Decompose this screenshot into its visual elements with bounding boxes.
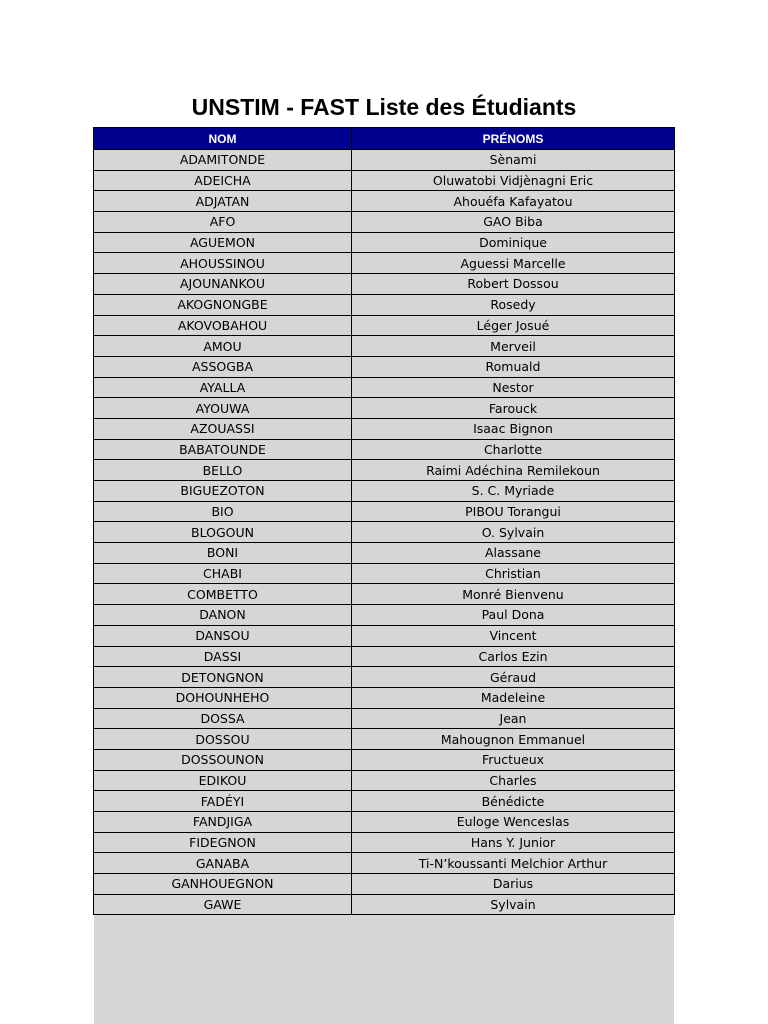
cell-prenoms: Nestor	[352, 377, 675, 398]
cell-nom: BLOGOUN	[94, 522, 352, 543]
table-row	[94, 481, 675, 502]
cell-nom: AGUEMON	[94, 232, 352, 253]
table-row	[94, 253, 675, 274]
table-row	[94, 212, 675, 233]
cell-nom: DANON	[94, 605, 352, 626]
cell-nom: FADÉYI	[94, 791, 352, 812]
table-row	[94, 749, 675, 770]
cell-nom: ADEICHA	[94, 170, 352, 191]
cell-nom: AJOUNANKOU	[94, 274, 352, 295]
table-row	[94, 832, 675, 853]
table-row	[94, 274, 675, 295]
table-row	[94, 315, 675, 336]
table-row	[94, 625, 675, 646]
table-row	[94, 191, 675, 212]
table-row	[94, 874, 675, 895]
cell-nom: ASSOGBA	[94, 356, 352, 377]
table-row	[94, 232, 675, 253]
cell-prenoms: Hans Y. Junior	[352, 832, 675, 853]
cell-prenoms: Aguessi Marcelle	[352, 253, 675, 274]
cell-nom: GAWE	[94, 894, 352, 915]
cell-nom: CHABI	[94, 563, 352, 584]
table-row	[94, 356, 675, 377]
cell-nom: AKOVOBAHOU	[94, 315, 352, 336]
cell-prenoms: Fructueux	[352, 749, 675, 770]
table-row	[94, 377, 675, 398]
cell-prenoms: GAO Biba	[352, 212, 675, 233]
cell-prenoms: Sylvain	[352, 894, 675, 915]
cell-prenoms: Bénédicte	[352, 791, 675, 812]
table-row	[94, 460, 675, 481]
cell-prenoms: Robert Dossou	[352, 274, 675, 295]
cell-prenoms: Ahouéfa Kafayatou	[352, 191, 675, 212]
table-body	[94, 150, 675, 915]
cell-prenoms: Sènami	[352, 150, 675, 171]
cell-nom: ADAMITONDE	[94, 150, 352, 171]
table-row	[94, 543, 675, 564]
cell-prenoms: Euloge Wenceslas	[352, 812, 675, 833]
cell-prenoms: Christian	[352, 563, 675, 584]
cell-prenoms: Madeleine	[352, 687, 675, 708]
cell-nom: AYALLA	[94, 377, 352, 398]
table-row	[94, 418, 675, 439]
students-table	[93, 127, 675, 915]
cell-prenoms: Mahougnon Emmanuel	[352, 729, 675, 750]
table-row	[94, 584, 675, 605]
table-row	[94, 708, 675, 729]
table-row	[94, 729, 675, 750]
table-row	[94, 150, 675, 171]
cell-prenoms: Dominique	[352, 232, 675, 253]
table-row	[94, 336, 675, 357]
cell-prenoms: PIBOU Torangui	[352, 501, 675, 522]
cell-prenoms: Isaac Bignon	[352, 418, 675, 439]
table-row	[94, 770, 675, 791]
cell-prenoms: Rosedy	[352, 294, 675, 315]
table-row	[94, 812, 675, 833]
cell-prenoms: Charles	[352, 770, 675, 791]
cell-prenoms: Carlos Ezin	[352, 646, 675, 667]
table-row	[94, 501, 675, 522]
cell-nom: GANABA	[94, 853, 352, 874]
cell-nom: AMOU	[94, 336, 352, 357]
cell-prenoms: S. C. Myriade	[352, 481, 675, 502]
cell-prenoms: Farouck	[352, 398, 675, 419]
cell-nom: COMBETTO	[94, 584, 352, 605]
cell-nom: BONI	[94, 543, 352, 564]
cell-prenoms: Romuald	[352, 356, 675, 377]
cell-nom: BIO	[94, 501, 352, 522]
cell-nom: FIDEGNON	[94, 832, 352, 853]
cell-prenoms: Oluwatobi Vidjènagni Eric	[352, 170, 675, 191]
empty-sheet-area	[94, 914, 674, 1024]
cell-nom: AHOUSSINOU	[94, 253, 352, 274]
cell-nom: BABATOUNDE	[94, 439, 352, 460]
cell-nom: BIGUEZOTON	[94, 481, 352, 502]
cell-nom: ADJATAN	[94, 191, 352, 212]
cell-prenoms: Jean	[352, 708, 675, 729]
table-row	[94, 563, 675, 584]
cell-prenoms: O. Sylvain	[352, 522, 675, 543]
cell-nom: BELLO	[94, 460, 352, 481]
cell-prenoms: Darius	[352, 874, 675, 895]
cell-nom: AYOUWA	[94, 398, 352, 419]
cell-nom: DOSSA	[94, 708, 352, 729]
cell-nom: DANSOU	[94, 625, 352, 646]
table-row	[94, 294, 675, 315]
cell-prenoms: Géraud	[352, 667, 675, 688]
cell-prenoms: Charlotte	[352, 439, 675, 460]
cell-nom: DOSSOUNON	[94, 749, 352, 770]
cell-nom: DOHOUNHEHO	[94, 687, 352, 708]
table-row	[94, 894, 675, 915]
column-header-prenoms: PRÉNOMS	[352, 128, 675, 150]
table-row	[94, 439, 675, 460]
column-header-nom: NOM	[94, 128, 352, 150]
cell-prenoms: Raimi Adéchina Remilekoun	[352, 460, 675, 481]
cell-nom: DASSI	[94, 646, 352, 667]
cell-nom: AFO	[94, 212, 352, 233]
cell-nom: DETONGNON	[94, 667, 352, 688]
cell-nom: GANHOUEGNON	[94, 874, 352, 895]
cell-prenoms: Monré Bienvenu	[352, 584, 675, 605]
table-row	[94, 646, 675, 667]
cell-prenoms: Paul Dona	[352, 605, 675, 626]
table-row	[94, 667, 675, 688]
cell-nom: EDIKOU	[94, 770, 352, 791]
cell-prenoms: Merveil	[352, 336, 675, 357]
cell-nom: AKOGNONGBE	[94, 294, 352, 315]
table-row	[94, 853, 675, 874]
table-row	[94, 170, 675, 191]
cell-nom: AZOUASSI	[94, 418, 352, 439]
page-title: UNSTIM - FAST Liste des Étudiants	[191, 94, 577, 120]
cell-nom: FANDJIGA	[94, 812, 352, 833]
cell-nom: DOSSOU	[94, 729, 352, 750]
cell-prenoms: Léger Josué	[352, 315, 675, 336]
table-row	[94, 605, 675, 626]
cell-prenoms: Vincent	[352, 625, 675, 646]
cell-prenoms: Alassane	[352, 543, 675, 564]
cell-prenoms: Ti-N’koussanti Melchior Arthur	[352, 853, 675, 874]
table-row	[94, 791, 675, 812]
table-row	[94, 522, 675, 543]
table-row	[94, 687, 675, 708]
table-row	[94, 398, 675, 419]
table-header-row	[94, 128, 675, 150]
